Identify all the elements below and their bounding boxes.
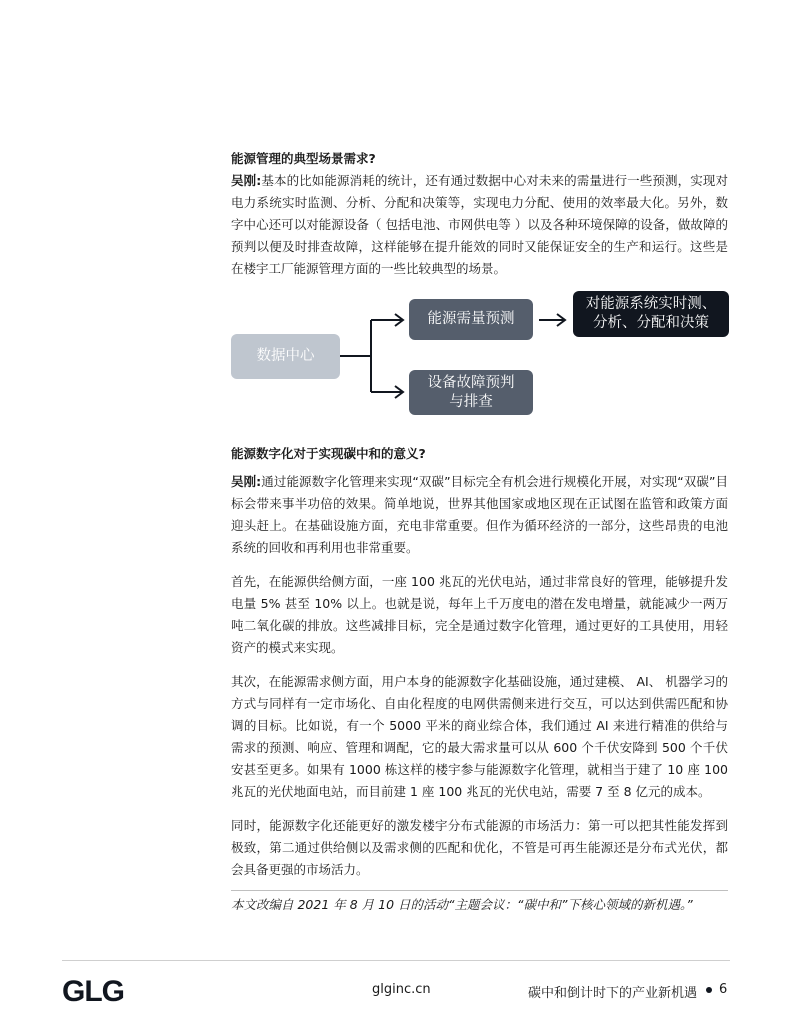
paragraph-carbon-3: 其次，在能源需求侧方面，用户本身的能源数字化基础设施，通过建模、 AI、 机器学习的方式与同样有一定市场化、自由化程度的电网供需侧来进行交互，可以达到供需匹配和协调的目标。比如说，有一个 5000 平米的商业综合体，我们通过 AI 来进行精准的供给与需求的预测、响应、管理和调配，它的最大需求量可以从 600 个千伏安降到 500 个千伏安甚至更多。如果有 1000 栋这样的楼宇参与能源数字化管理，就相当于建了 10 座 100 兆瓦的光伏地面电站，而目前建 1 座 100 兆瓦的光伏电站，需要 7 至 8 亿元的成本。 <box>231 674 728 799</box>
realtime-decision-box <box>573 291 729 337</box>
paragraph-text: 基本的比如能源消耗的统计，还有通过数据中心对未来的需量进行一些预测，实现对电力系统实时监测、分析、分配和决策等，实现电力分配、使用的效率最大化。另外，数字中心还可以对能源设备（ 包括电池、市网供电等 ）以及各种环境保障的设备，做故障的预判以便及时排查故障，这样能够在提升能效的同时又能保证安全的生产和运行。这些是在楼宇工厂能源管理方面的一些比较典型的场景。 <box>231 173 728 276</box>
section-heading-carbon-neutral: 能源数字化对于实现碳中和的意义? <box>231 446 426 461</box>
paragraph-carbon-2: 首先，在能源供给侧方面，一座 100 兆瓦的光伏电站，通过非常良好的管理，能够提升发电量 5% 甚至 10% 以上。也就是说，每年上千万度电的潜在发电增量，就能减少一两万吨二氧化碳的排放。这些减排目标，完全是通过数字化管理，通过更好的工具使用，用轻资产的模式来实现。 <box>231 574 728 655</box>
paragraph-carbon-4: 同时，能源数字化还能更好的激发楼宇分布式能源的市场活力：第一可以把其性能发挥到极致，第二通过供给侧以及需求侧的匹配和优化，不管是可再生能源还是分布式光伏，都会具备更强的市场活力。 <box>231 818 728 877</box>
demand-forecast-label: 能源需量预测 <box>427 311 515 327</box>
realtime-label-line1: 对能源系统实时测、 <box>585 296 717 312</box>
energy-flow-diagram <box>231 284 728 439</box>
fault-prediction-box <box>409 370 533 415</box>
source-divider <box>231 890 728 891</box>
footer-divider <box>62 960 730 961</box>
speaker-label: 吴刚: <box>231 474 262 489</box>
realtime-label-line2: 分析、分配和决策 <box>593 315 709 331</box>
footer-document-title: 碳中和倒计时下的产业新机遇 <box>528 986 698 1001</box>
speaker-label: 吴刚: <box>231 173 262 188</box>
glg-logo: GLG <box>62 975 124 1008</box>
footer-site-link[interactable]: glginc.cn <box>372 982 431 997</box>
data-center-label: 数据中心 <box>256 348 315 364</box>
page-number: 6 <box>719 982 728 997</box>
main-content <box>231 148 728 881</box>
paragraph-carbon-1 <box>231 471 728 559</box>
fault-label-line1: 设备故障预判 <box>427 374 515 391</box>
data-center-box <box>231 334 340 379</box>
paragraph-energy-scenarios <box>231 170 728 280</box>
fault-label-line2: 与排查 <box>449 393 493 410</box>
paragraph-text: 通过能源数字化管理来实现“双碳”目标完全有机会进行规模化开展，对实现“双碳”目标会带来事半功倍的效果。简单地说，世界其他国家或地区现在正试图在监管和政策方面迎头赶上。在基础设施方面，充电非常重要。但作为循环经济的一部分，这些昂贵的电池系统的回收和再利用也非常重要。 <box>231 474 729 555</box>
section-heading-energy-scenarios: 能源管理的典型场景需求? <box>231 151 376 166</box>
footer-bullet-icon <box>706 987 712 993</box>
source-note: 本文改编自 2021 年 8 月 10 日的活动“主题会议：“碳中和”下核心领域的新机遇。” <box>231 897 693 912</box>
demand-forecast-box <box>409 299 533 340</box>
